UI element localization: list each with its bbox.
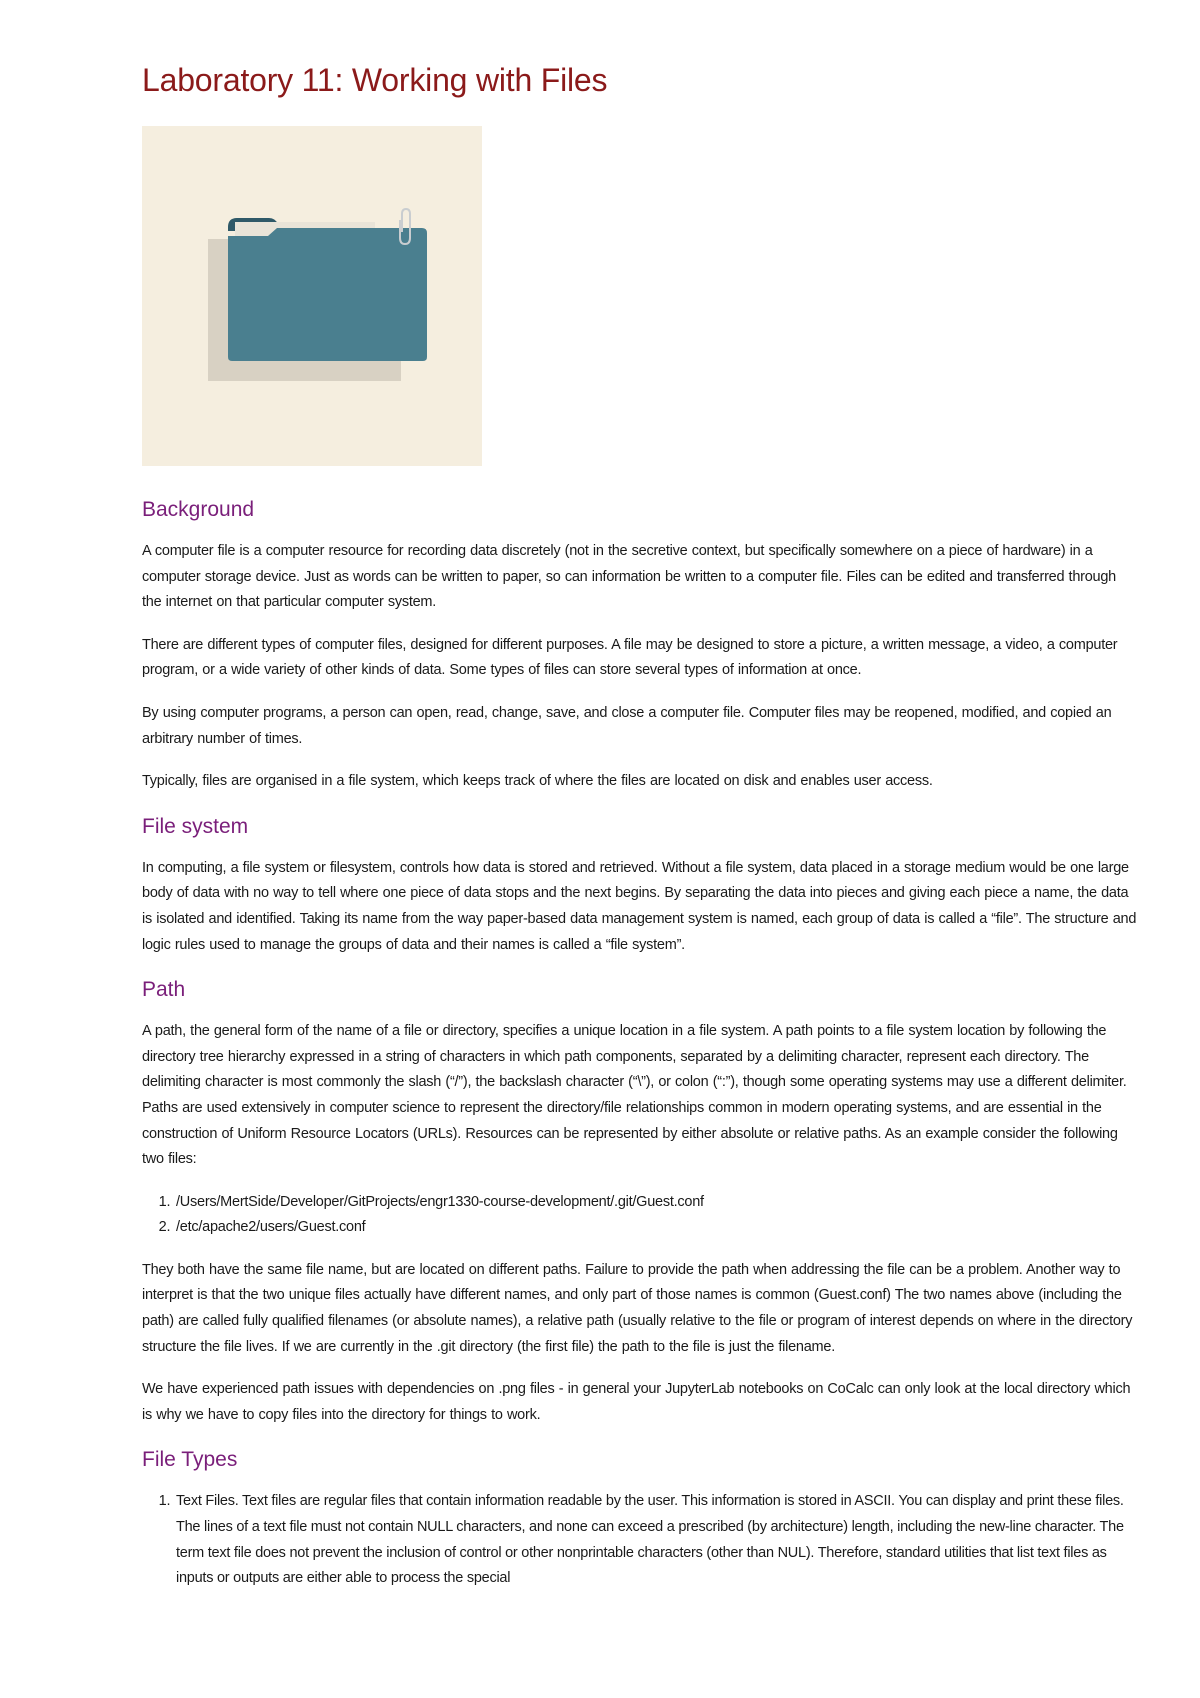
paragraph: They both have the same file name, but are located on different paths. Failure to provide the path when addressing the file can be a problem. Another way to interpret is that the two unique files actually have different names, and only part of those names is common (Guest.conf) The two names above (including the path) are called fully qualified filenames (or absolute names), a relative path (usually relative to the file or program of interest depends on where in the directory structure the file lives. If we are currently in the .git directory (the first file) the path to the file is just the filename. xyxy=(142,1261,1133,1355)
paragraph: In computing, a file system or filesystem, controls how data is stored and retrieved. Without a file system, data placed in a storage medium would be one large body of data with no way to tell where one piece of data stops and the next begins. By separating the data into pieces and giving each piece a name, the data is isolated and identified. Taking its name from the way paper-based data management system is named, each group of data is called a “file”. The structure and logic rules used to manage the groups of data and their names is called a “file system”. xyxy=(142,859,1137,953)
list-item: 1. /Users/MertSide/Developer/GitProjects/engr1330-course-development/.git/Guest.conf xyxy=(174,1190,1138,1216)
paragraph: Typically, files are organised in a file system, which keeps track of where the files are located on disk and enables user access. xyxy=(142,773,933,790)
paragraph: There are different types of computer files, designed for different purposes. A file may be designed to store a picture, a written message, a video, a computer program, or a wide variety of other kinds of data. Some types of files can store several types of information at once. xyxy=(142,636,1118,679)
section-heading-file-types: File Types xyxy=(142,1448,238,1472)
list-item: 2. /etc/apache2/users/Guest.conf xyxy=(174,1215,1138,1241)
section-heading-path: Path xyxy=(142,978,186,1002)
section-heading-background: Background xyxy=(142,498,255,521)
paragraph: By using computer programs, a person can open, read, change, save, and close a computer file. Computer files may be reopened, modified, and copied an arbitrary number of times. xyxy=(142,704,1112,747)
section-file-system xyxy=(142,812,1138,958)
section-path xyxy=(142,975,1138,1428)
section-background xyxy=(142,495,1138,795)
list-item: 1. Text Files. Text files are regular files that contain information readable by the user. This information is stored in ASCII. You can display and print these files. The lines of a text file must not contain NULL characters, and none can exceed a prescribed (by architecture) length, including the new-line character. The term text file does not prevent the inclusion of control or other nonprintable characters (other than NUL). Therefore, standard utilities that list text files as inputs or outputs are either able to process the special xyxy=(174,1489,1138,1591)
folder-front xyxy=(228,228,427,361)
paragraph: We have experienced path issues with dependencies on .png files - in general your JupyterLab notebooks on CoCalc can only look at the local directory which is why we have to copy files into the directory for things to work. xyxy=(142,1381,1131,1423)
paragraph: A computer file is a computer resource for recording data discretely (not in the secretive context, but specifically somewhere on a piece of hardware) in a computer storage device. Just as words can be written to paper, so can information be written to a computer file. Files can be edited and transferred through the internet on that particular computer system. xyxy=(142,543,1116,611)
main-content xyxy=(142,495,1138,1609)
file-types-list xyxy=(142,1489,1138,1591)
section-file-types xyxy=(142,1445,1138,1591)
section-heading-file-system: File system xyxy=(142,814,249,838)
folder-with-paperclip-icon xyxy=(142,126,482,466)
folder-illustration xyxy=(142,126,482,466)
paragraph: A path, the general form of the name of a file or directory, specifies a unique location in a file system. A path points to a file system location by following the directory tree hierarchy expressed in a string of characters in which path components, separated by a delimiting character, represent each directory. The delimiting character is most commonly the slash (“/”), the backslash character (“\”), or colon (“:”), though some operating systems may use a different delimiter. Paths are used extensively in computer science to represent the directory/file relationships common in modern operating systems, and are essential in the construction of Uniform Resource Locators (URLs). Resources can be represented by either absolute or relative paths. As an example consider the following two files: xyxy=(142,1023,1127,1168)
path-examples-list xyxy=(142,1190,1138,1241)
page-title: Laboratory 11: Working with Files xyxy=(142,62,608,98)
